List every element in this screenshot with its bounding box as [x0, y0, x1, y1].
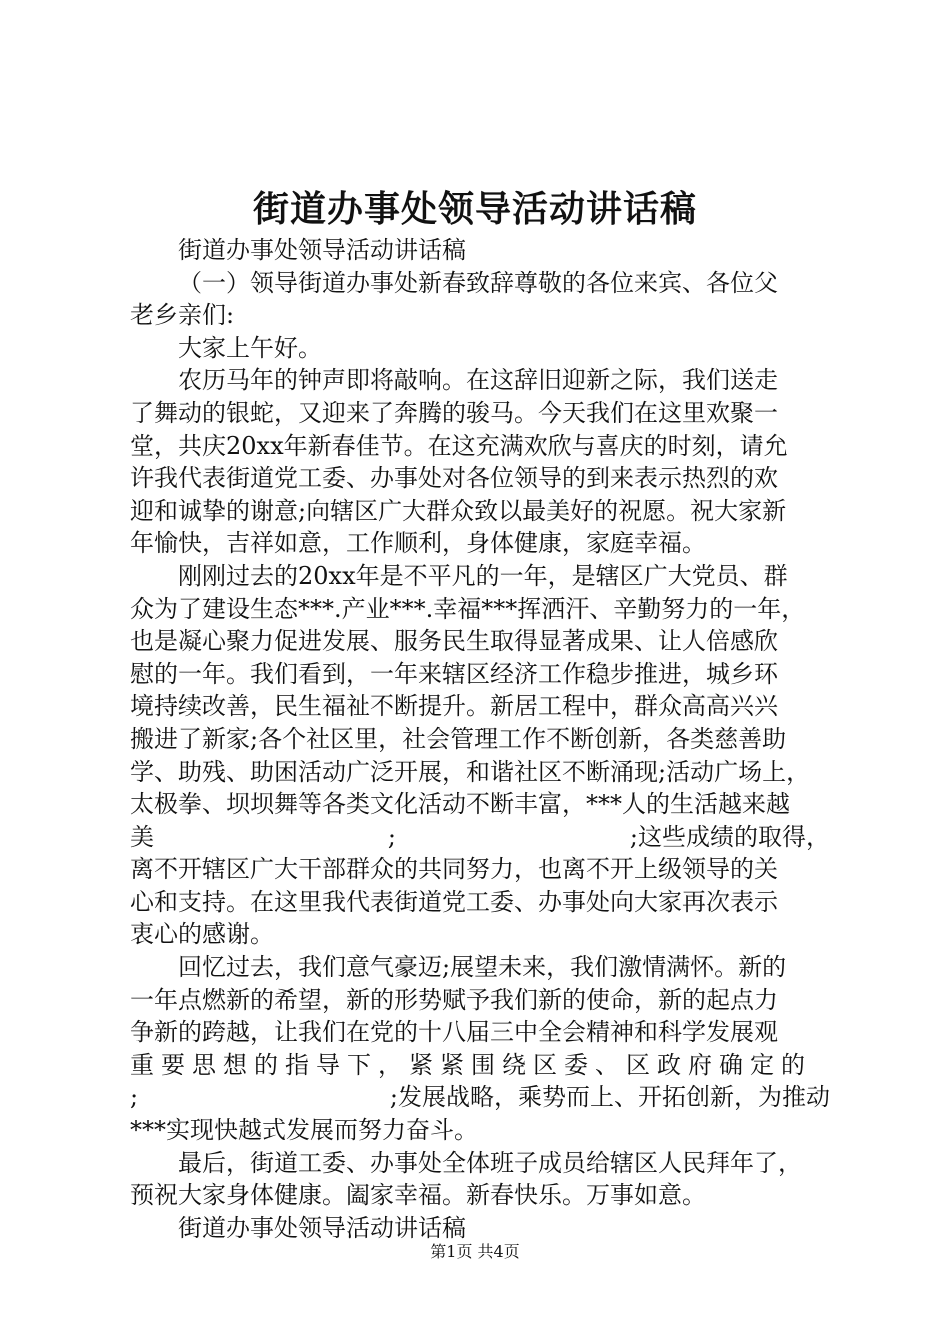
paragraph-line: 众为了建设生态***.产业***.幸福***挥洒汗、辛勤努力的一年， [130, 594, 806, 623]
paragraph-line: 最后，街道工委、办事处全体班子成员给辖区人民拜年了， [178, 1148, 802, 1177]
paragraph-line: 年愉快，吉祥如意，工作顺利，身体健康，家庭幸福。 [130, 529, 706, 558]
paragraph-line: 境持续改善，民生福祉不断提升。新居工程中，群众高高兴兴 [130, 692, 778, 721]
paragraph-line: 许我代表街道党工委、办事处对各位领导的到来表示热烈的欢 [130, 464, 778, 493]
spread-line [130, 1081, 830, 1114]
paragraph-line: 慰的一年。我们看到，一年来辖区经济工作稳步推进，城乡环 [130, 659, 778, 688]
paragraph-line: 老乡亲们: [130, 301, 235, 330]
paragraph-line: 堂，共庆20xx年新春佳节。在这充满欢欣与喜庆的时刻，请允 [130, 431, 788, 460]
document-body [130, 234, 830, 1244]
paragraph-line: 争新的跨越，让我们在党的十八届三中全会精神和科学发展观 [130, 1018, 778, 1047]
page-footer: 第1页 共4页 [430, 1242, 520, 1261]
paragraph-line: 太极拳、坝坝舞等各类文化活动不断丰富，***人的生活越来越 [130, 790, 790, 819]
paragraph-line: 大家上午好。 [178, 333, 322, 362]
paragraph-line: 心和支持。在这里我代表街道党工委、办事处向大家再次表示 [130, 887, 778, 916]
spread-segment: ; [130, 1083, 139, 1112]
paragraph-line: 一年点燃新的希望，新的形势赋予我们新的使命，新的起点力 [130, 985, 778, 1014]
spread-segment: ; [387, 822, 396, 851]
paragraph-line: （一）领导街道办事处新春致辞尊敬的各位来宾、各位父 [178, 268, 778, 297]
paragraph-line: 了舞动的银蛇，又迎来了奔腾的骏马。今天我们在这里欢聚一 [130, 398, 778, 427]
paragraph-line: 农历马年的钟声即将敲响。在这辞旧迎新之际，我们送走 [178, 366, 778, 395]
spread-segment: ;这些成绩的取得， [629, 822, 830, 851]
spread-segment: 美 [130, 822, 154, 851]
spread-segment: ;发展战略，乘势而上、开拓创新，为推动 [389, 1083, 830, 1112]
document-title: 街道办事处领导活动讲话稿 [252, 188, 697, 230]
paragraph-line: 学、助残、助困活动广泛开展，和谐社区不断涌现;活动广场上， [130, 757, 811, 786]
closing-line: 街道办事处领导活动讲话稿 [178, 1213, 466, 1242]
paragraph-line: 预祝大家身体健康。阖家幸福。新春快乐。万事如意。 [130, 1181, 706, 1210]
spread-line [130, 821, 830, 854]
subtitle-line: 街道办事处领导活动讲话稿 [178, 236, 466, 264]
paragraph-line: 也是凝心聚力促进发展、服务民生取得显著成果、让人倍感欣 [130, 627, 778, 656]
paragraph-line: 回忆过去，我们意气豪迈;展望未来，我们激情满怀。新的 [178, 953, 787, 982]
paragraph-line: 离不开辖区广大干部群众的共同努力，也离不开上级领导的关 [130, 855, 778, 884]
paragraph-line: ***实现快越式发展而努力奋斗。 [130, 1116, 478, 1145]
paragraph-line: 迎和诚挚的谢意;向辖区广大群众致以最美好的祝愿。祝大家新 [130, 496, 787, 525]
paragraph-line: 衷心的感谢。 [130, 920, 274, 949]
paragraph-line: 重要思想的指导下，紧紧围绕区委、区政府确定的 [130, 1050, 812, 1079]
paragraph-line: 刚刚过去的20xx年是不平凡的一年，是辖区广大党员、群 [178, 561, 788, 590]
paragraph-line: 搬进了新家;各个社区里，社会管理工作不断创新，各类慈善助 [130, 724, 787, 753]
